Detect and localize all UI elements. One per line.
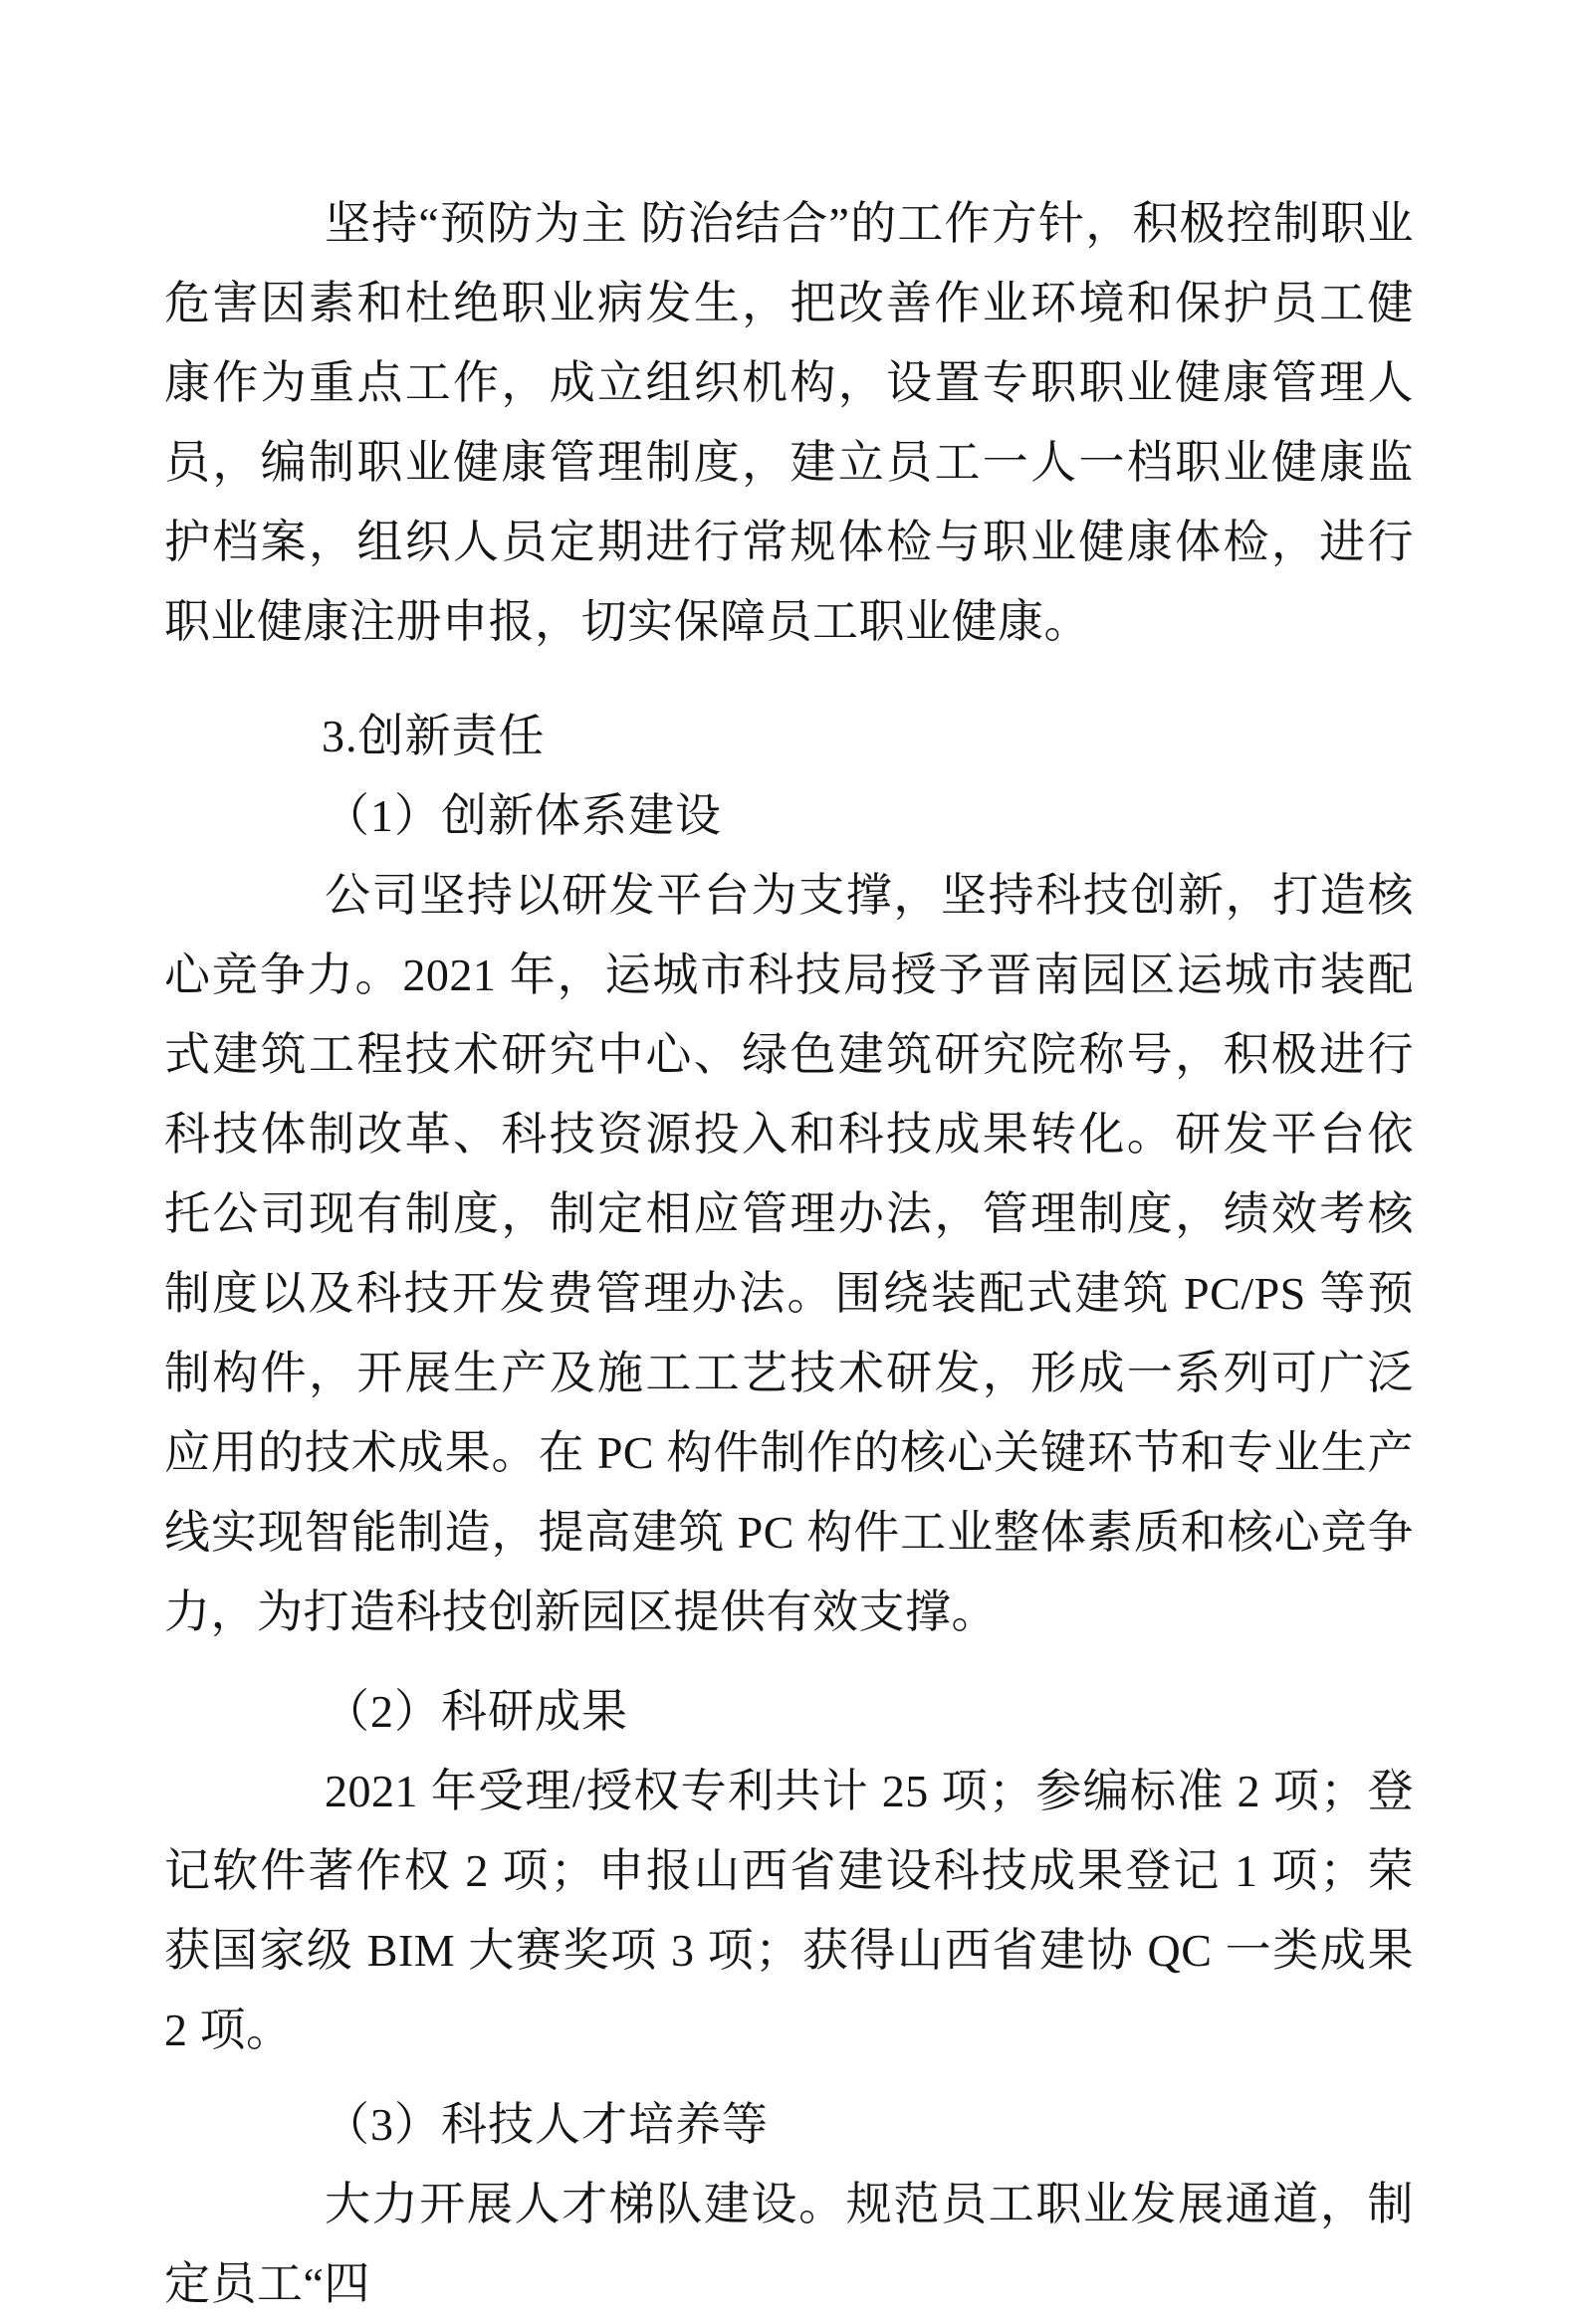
paragraph-innovation-system: 公司坚持以研发平台为支撑，坚持科技创新，打造核心竞争力。2021 年，运城市科技局授予晋南园区运城市装配式建筑工程技术研究中心、绿色建筑研究院称号，积极进行科技体制改革、科技资源投入和科技成果转化。研发平台依托公司现有制度，制定相应管理办法，管理制度，绩效考核制度以及科技开发费管理办法。围绕装配式建筑 PC/PS 等预制构件，开展生产及施工工艺技术研发，形成一系列可广泛应用的技术成果。在 PC 构件制作的核心关键环节和专业生产线实现智能制造，提高建筑 PC 构件工业整体素质和核心竞争力，为打造科技创新园区提供有效支撑。 [164,870,1414,1637]
subsection-heading-talent-development: （3）科技人才培养等 [324,2099,769,2150]
paragraph-occupational-health: 坚持“预防为主 防治结合”的工作方针，积极控制职业危害因素和杜绝职业病发生，把改善作业环境和保护员工健康作为重点工作，成立组织机构，设置专职职业健康管理人员，编制职业健康管理制度，建立员工一人一档职业健康监护档案，组织人员定期进行常规体检与职业健康体检，进行职业健康注册申报，切实保障员工职业健康。 [164,198,1414,647]
paragraph-research-achievements: 2021 年受理/授权专利共计 25 项；参编标准 2 项；登记软件著作权 2 项；申报山西省建设科技成果登记 1 项；荣获国家级 BIM 大赛奖项 3 项；获得山西省建协 QC 一类成果 2 项。 [164,1766,1414,2055]
section-heading-innovation-responsibility: 3.创新责任 [322,711,546,761]
paragraph-talent-development: 大力开展人才梯队建设。规范员工职业发展通道，制定员工“四 [164,2179,1414,2309]
subsection-heading-research-achievements: （2）科研成果 [324,1686,628,1737]
subsection-heading-innovation-system: （1）创新体系建设 [324,790,722,841]
